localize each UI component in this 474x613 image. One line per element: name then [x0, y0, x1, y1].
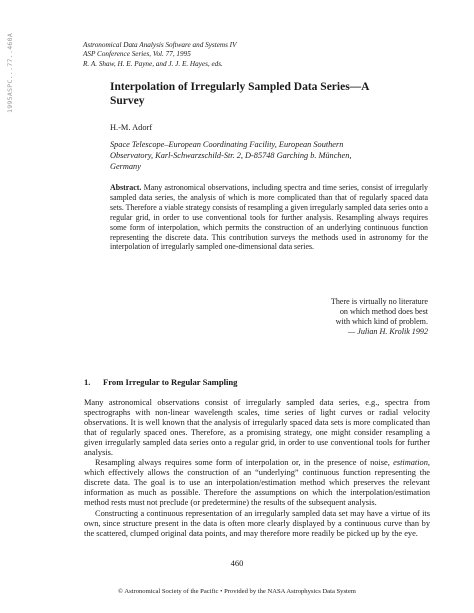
epigraph-line: There is virtually no literature [330, 297, 428, 306]
epigraph-attribution: — Julian H. Krolik 1992 [348, 327, 428, 337]
section-title: From Irregular to Regular Sampling [103, 377, 238, 387]
paragraph: Many astronomical observations consist of irregularly sampled data series, e.g., spectra from spectrographs with non-linear wavelength scales, time series of light curves or radial velocity observations. It is well known that the analysis of irregularly spaced data sets is more complicated than that of regularly spaced ones. Therefore, as a promising strategy, one might consider resampling a given irregularly sampled data series onto a regular grid, in order to use conventional tools for further analysis. [84, 398, 430, 458]
epigraph-line: on which method does best [339, 307, 428, 317]
ads-bibcode-stamp: 1995ASPC...77..460A [6, 32, 14, 114]
abstract [110, 183, 428, 252]
header-line: Astronomical Data Analysis Software and Systems IV [83, 41, 237, 49]
epigraph [240, 297, 428, 337]
section-heading [84, 377, 237, 387]
paragraph-text: , which effectively allows the construction of an “underlying” continuous function representing the discrete data. The goal is to use an interpolation/estimation method which preserves the relevant information as much as possible. Therefore the assumptions on which the interpolation/estimation method rests must not preclude (or predetermine) the results of the subsequent analysis. [84, 458, 430, 508]
page-number: 460 [230, 558, 244, 568]
affiliation-line: Space Telescope–European Coordinating Facility, European Southern [110, 140, 344, 149]
proceedings-header [83, 41, 413, 69]
paragraph-text: Resampling always requires some form of interpolation or, in the presence of noise, [95, 458, 394, 468]
title-line: Interpolation of Irregularly Sampled Data Series—A [110, 81, 370, 93]
abstract-text: Many astronomical observations, including spectra and time series, consist of irregularly sampled data series, the analysis of which is more complicated than that of regularly spaced data sets. Therefore a viable strategy consists of resampling a given irregularly sampled data series onto a regular grid, in order to use conventional tools for further analysis. Resampling always requires some form of interpolation, which permits the construction of an underlying continuous function representing the discrete data. This contribution surveys the methods used in astronomy for the interpolation of irregularly sampled one-dimensional data series. [110, 183, 429, 252]
paragraph [84, 458, 430, 508]
affiliation-line: Observatory, Karl-Schwarzschild-Str. 2, D-85748 Garching b. München, [110, 151, 352, 160]
paragraph: Constructing a continuous representation of an irregularly sampled data set may have a virtue of its own, since structure present in the data is often more clearly displayed by a continuous curve than by the scattered, clumped original data points, and may therefore more readily be picked up by the eye. [84, 508, 430, 538]
author-affiliation [110, 139, 430, 172]
header-line: R. A. Shaw, H. E. Payne, and J. J. E. Hayes, eds. [83, 59, 223, 68]
body-text [84, 398, 430, 539]
footer-credit: © Astronomical Society of the Pacific • Provided by the NASA Astrophysics Data System [118, 588, 356, 595]
author-name: H.-M. Adorf [110, 123, 153, 132]
abstract-label: Abstract. [110, 183, 142, 192]
title-line: Survey [110, 94, 145, 107]
emphasis-text: estimation [393, 458, 428, 468]
header-line: ASP Conference Series, Vol. 77, 1995 [83, 50, 191, 59]
affiliation-line: Germany [110, 162, 141, 171]
epigraph-line: with which kind of problem. [335, 317, 428, 327]
section-number: 1. [84, 377, 91, 387]
paper-title [110, 81, 420, 108]
